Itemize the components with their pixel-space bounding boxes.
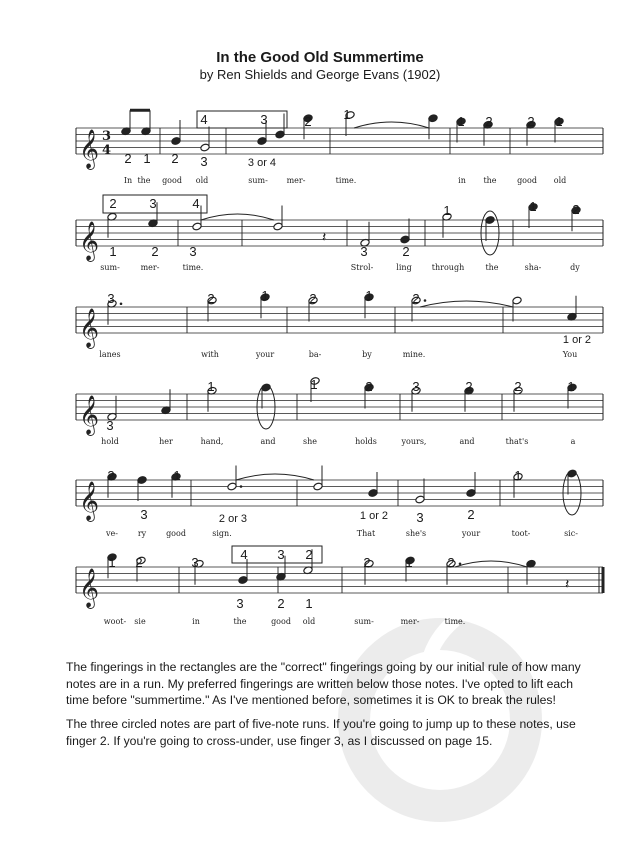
note [567,296,577,321]
lyric-syllable: she [303,437,317,446]
note [400,219,410,244]
lyric-syllable: her [159,437,173,446]
note [227,466,242,491]
lyric-syllable: and [260,437,276,446]
fingering-number: 2 [527,114,535,129]
note [171,120,181,145]
treble-clef-icon: 𝄞 [79,481,100,521]
fingering-box [197,111,287,128]
fingering-number: 3 [416,510,424,525]
treble-clef-icon: 𝄞 [79,568,100,608]
fingering-number: 3 or 4 [247,157,277,169]
lyric-syllable: in [192,617,200,626]
note [415,479,425,504]
explanation-paragraph-2: The three circled notes are part of five-note runs. If you're going to jump up to these notes, use finger 2. If you're going to cross-under, use finger 3, as I discussed on page 15. [66,717,576,748]
fingering-number: 2 [572,202,580,217]
fingering-number: 3 [412,379,420,394]
fingering-number: 2 [305,547,313,562]
fingering-number: 1 or 2 [562,334,592,346]
fingering-number: 1 [109,244,117,259]
fingering-number: 3 [149,196,157,211]
fingering-number: 3 [236,596,244,611]
lyric-syllable: mer- [286,176,306,185]
fingering-number: 1 [365,288,373,303]
quarter-rest-icon: 𝄽 [322,229,327,246]
note [485,216,495,241]
fingering-number: 4 [200,112,208,127]
lyric-syllable: ba- [308,350,322,359]
fingering-number: 1 [567,379,575,394]
lyric-syllable: sic- [564,529,578,538]
lyric-syllable: sha- [524,263,542,272]
lyric-syllable: the [483,176,497,185]
fingering-number: 1 [555,114,563,129]
fingering-number: 2 [363,555,371,570]
fingering-number: 2 [447,555,455,570]
fingering-number: 1 [457,114,465,129]
note [161,389,171,414]
lyric-syllable: sie [134,617,146,626]
note [200,127,210,152]
treble-clef-icon: 𝄞 [79,129,100,169]
fingering-number: 2 [207,291,215,306]
tie [354,122,429,128]
fingering-number: 2 [465,379,473,394]
fingering-number: 1 [310,377,318,392]
fingering-number: 4 [240,547,248,562]
lyric-syllable: ling [396,263,412,272]
lyric-syllable: Strol- [350,263,374,272]
fingering-number: 3 [277,547,285,562]
lyric-syllable: your [255,350,275,359]
staff-system [76,546,603,626]
lyric-syllable: sum- [354,617,374,626]
fingering-number: 2 [151,244,159,259]
fingering-number: 3 [189,244,197,259]
lyric-syllable: the [233,617,247,626]
tie [201,214,274,220]
lyric-syllable: good [162,176,182,185]
lyric-syllable: with [201,350,219,359]
lyric-syllable: by [362,350,372,359]
fingering-number: 4 [192,196,200,211]
tie [236,474,314,480]
fingering-number: 1 [261,288,269,303]
staff-system [76,377,603,446]
lyric-syllable: In [123,176,133,185]
lyric-syllable: mine. [402,350,426,359]
lyric-syllable: a [570,437,576,446]
fingering-number: 2 or 3 [218,513,248,525]
note [313,466,323,491]
lyric-syllable: hold [101,437,119,446]
fingering-number: 1 [305,596,313,611]
lyric-syllable: and [459,437,475,446]
fingering-number: 3 [106,418,114,433]
staff-system [76,466,603,539]
fingering-number: 1 [108,555,116,570]
time-signature-top: 3 [102,129,112,144]
lyric-syllable: mer- [140,263,160,272]
fingering-number: 1 [343,107,351,122]
lyric-syllable: the [137,176,151,185]
lyric-syllable: good [166,529,186,538]
lyric-syllable: dy [570,263,580,272]
lyric-syllable: holds [355,437,377,446]
note [526,559,536,584]
lyric-syllable: old [195,176,209,185]
fingering-number: 2 [309,291,317,306]
quarter-rest-icon: 𝄽 [565,576,570,593]
lyric-syllable: mer- [400,617,420,626]
lyric-syllable: time. [335,176,357,185]
fingering-number: 1 [173,468,181,483]
staff-system [76,107,603,185]
fingering-number: 2 [171,151,179,166]
lyric-syllable: sum- [248,176,268,185]
staff-system [76,195,603,272]
note [275,114,285,139]
fingering-number: 2 [107,468,115,483]
lyric-syllable: lanes [99,350,121,359]
fingering-number: 3 [260,112,268,127]
fingering-number: 2 [109,196,117,211]
fingering-number: 1 [514,468,522,483]
lyric-syllable: your [461,529,481,538]
fingering-number: 3 [140,507,148,522]
lyric-syllable: old [302,617,316,626]
lyric-syllable: woot- [103,617,127,626]
treble-clef-icon: 𝄞 [79,395,100,435]
fingering-number: 1 [207,379,215,394]
lyric-syllable: sum- [100,263,120,272]
time-signature-bottom: 4 [102,143,112,158]
note [137,476,147,501]
fingering-number: 2 [485,114,493,129]
lyric-syllable: yours, [401,437,427,446]
fingering-number: 2 [277,596,285,611]
note [141,110,151,135]
lyric-syllable: in [458,176,466,185]
tie [420,301,513,307]
fingering-number: 3 [107,291,115,306]
explanation-paragraph-1: The fingerings in the rectangles are the "correct" fingerings going by our initial rule of how many notes are in a run. My preferred fingerings are written below those notes. I've opted to lift each time before "summertime." As I've mentioned before, sometimes it is OK to break the rules! [66,660,581,707]
page-subtitle: by Ren Shields and George Evans (1902) [199,67,441,82]
treble-clef-icon: 𝄞 [79,221,100,261]
fingering-number: 2 [304,114,312,129]
note [512,296,522,321]
lyric-syllable: toot- [511,529,531,538]
tie [455,561,527,567]
note [121,110,131,135]
fingering-number: 1 [405,555,413,570]
fingering-number: 3 [360,244,368,259]
lyric-syllable: hand, [200,437,224,446]
fingering-number: 3 [191,555,199,570]
lyric-syllable: You [562,350,578,359]
lyric-syllable: she's [405,529,427,538]
fingering-number: 2 [514,379,522,394]
fingering-number: 1 [529,199,537,214]
fingering-number: 2 [365,379,373,394]
lyric-syllable: That [356,529,376,538]
fingering-number: 2 [135,555,143,570]
fingering-number: 3 [200,154,208,169]
note [273,206,283,231]
note [466,472,476,497]
lyric-syllable: the [485,263,499,272]
note [368,472,378,497]
lyric-syllable: good [271,617,291,626]
fingering-number: 2 [467,507,475,522]
lyric-syllable: ry [137,529,147,538]
lyric-syllable: through [431,263,465,272]
fingering-number: 1 [443,203,451,218]
fingering-number: 2 [124,151,132,166]
lyric-syllable: ve- [106,529,118,538]
lyric-syllable: that's [505,437,529,446]
treble-clef-icon: 𝄞 [79,308,100,348]
fingering-number: 1 or 2 [359,510,389,522]
page-title: In the Good Old Summertime [216,49,424,66]
staff-system [76,288,603,359]
fingering-number: 1 [143,151,151,166]
lyric-syllable: good [517,176,537,185]
lyric-syllable: sign. [212,529,232,538]
lyric-syllable: time. [182,263,204,272]
lyric-syllable: time. [444,617,466,626]
note [428,114,438,139]
fingering-number: 2 [402,244,410,259]
note [107,212,117,237]
fingering-number: 2 [412,291,420,306]
lyric-syllable: old [553,176,567,185]
